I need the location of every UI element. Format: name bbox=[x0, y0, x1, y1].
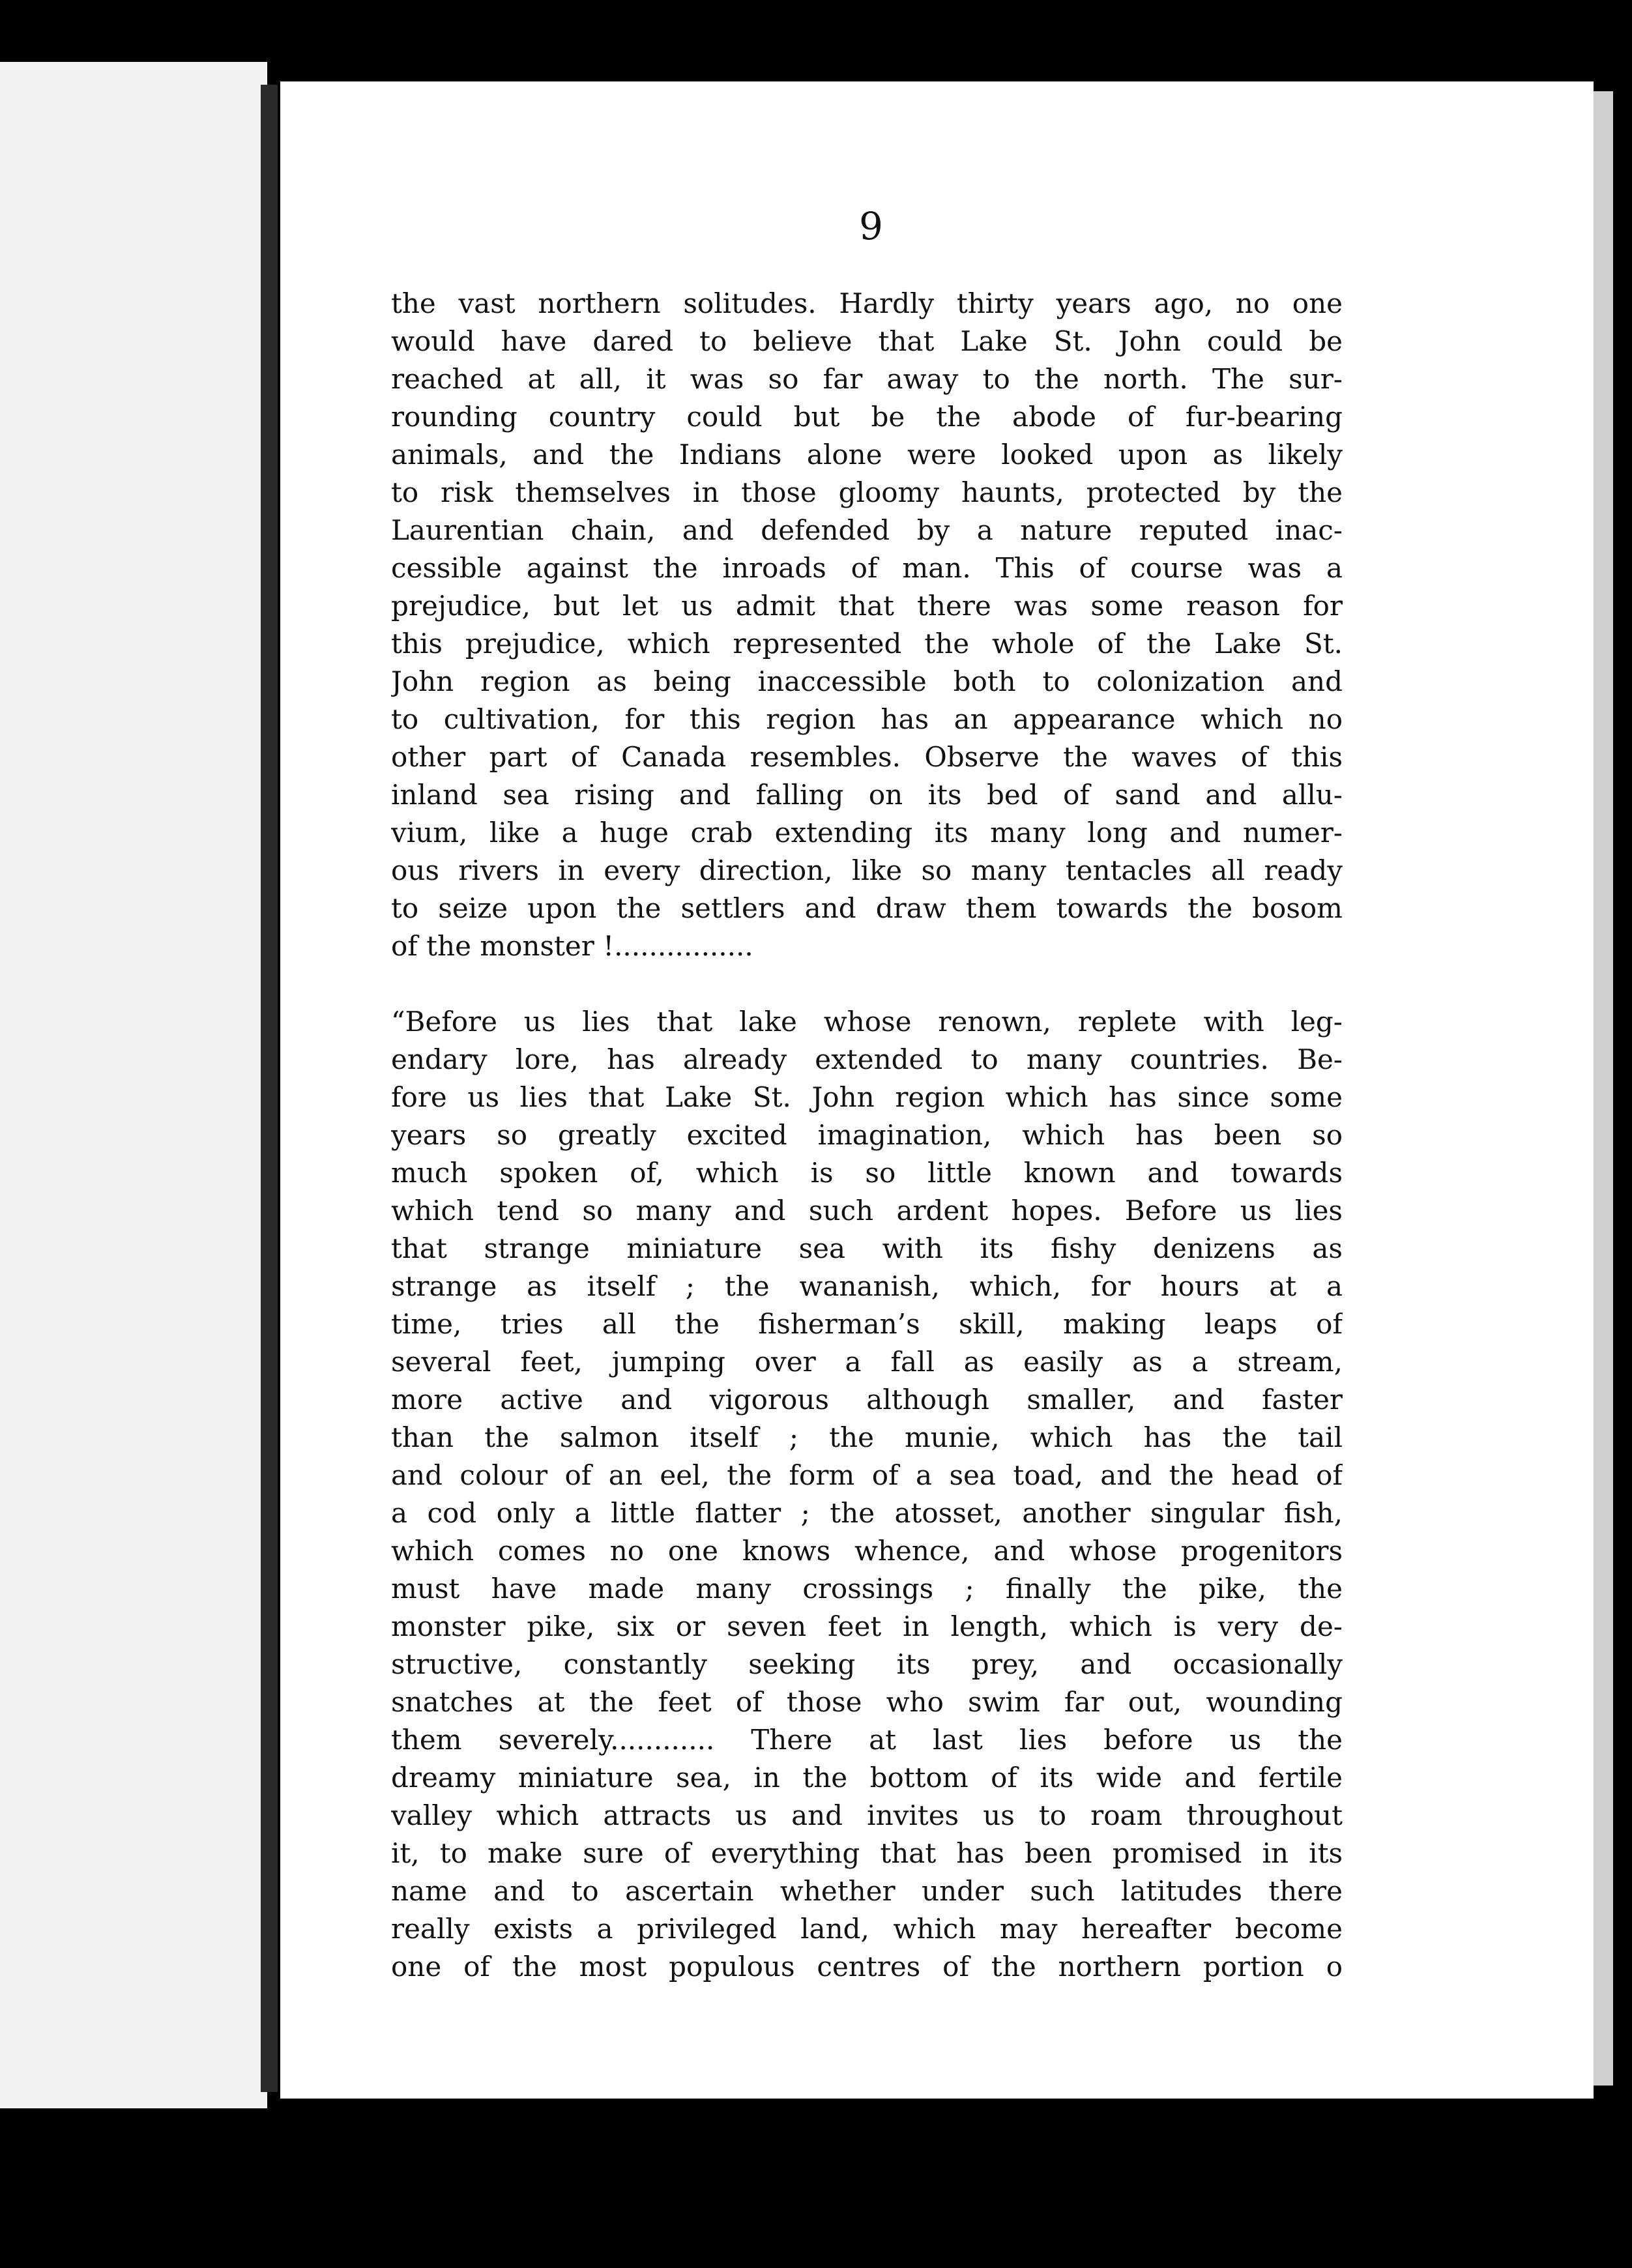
text-line: monster pike, six or seven feet in length, which is very de- bbox=[391, 1610, 1343, 1642]
paragraph-gap bbox=[391, 965, 1343, 1003]
text-line: them severely............ There at last lies before us the bbox=[391, 1724, 1343, 1756]
text-line: animals, and the Indians alone were looked upon as likely bbox=[391, 439, 1343, 471]
text-line: which comes no one knows whence, and whose progenitors bbox=[391, 1535, 1343, 1567]
text-line: and colour of an eel, the form of a sea toad, and the head of bbox=[391, 1459, 1343, 1491]
text-line: strange as itself ; the wananish, which, for hours at a bbox=[391, 1270, 1343, 1302]
body-text bbox=[391, 285, 1343, 1986]
text-line: time, tries all the fisherman’s skill, making leaps of bbox=[391, 1308, 1343, 1340]
text-line: must have made many crossings ; finally the pike, the bbox=[391, 1573, 1343, 1605]
paragraph-2 bbox=[391, 1003, 1343, 1986]
text-line: several feet, jumping over a fall as easily as a stream, bbox=[391, 1346, 1343, 1378]
text-line: to seize upon the settlers and draw them towards the bosom bbox=[391, 892, 1343, 924]
text-line: it, to make sure of everything that has been promised in its bbox=[391, 1837, 1343, 1869]
text-line: which tend so many and such ardent hopes. Before us lies bbox=[391, 1195, 1343, 1227]
text-line: rounding country could but be the abode of fur-bearing bbox=[391, 401, 1343, 433]
text-line: snatches at the feet of those who swim far out, wounding bbox=[391, 1686, 1343, 1718]
text-line: name and to ascertain whether under such latitudes there bbox=[391, 1875, 1343, 1907]
text-line: really exists a privileged land, which may hereafter become bbox=[391, 1913, 1343, 1945]
text-line: John region as being inaccessible both to colonization and bbox=[391, 665, 1343, 697]
text-line: cessible against the inroads of man. This of course was a bbox=[391, 552, 1343, 584]
page-number: 9 bbox=[859, 204, 883, 248]
paragraph-1 bbox=[391, 285, 1343, 965]
text-line: endary lore, has already extended to many countries. Be- bbox=[391, 1043, 1343, 1075]
text-line: structive, constantly seeking its prey, and occasionally bbox=[391, 1648, 1343, 1680]
text-line: the vast northern solitudes. Hardly thirty years ago, no one bbox=[391, 287, 1343, 319]
text-line: “Before us lies that lake whose renown, replete with leg- bbox=[391, 1006, 1343, 1038]
text-line: would have dared to believe that Lake St. John could be bbox=[391, 325, 1343, 357]
facing-page-edge bbox=[0, 62, 267, 2108]
text-line: to cultivation, for this region has an appearance which no bbox=[391, 703, 1343, 735]
text-line: fore us lies that Lake St. John region which has since some bbox=[391, 1081, 1343, 1113]
text-line: other part of Canada resembles. Observe the waves of this bbox=[391, 741, 1343, 773]
text-line: Laurentian chain, and defended by a nature reputed inac- bbox=[391, 514, 1343, 546]
text-line: more active and vigorous although smaller, and faster bbox=[391, 1384, 1343, 1416]
text-line: to risk themselves in those gloomy haunts, protected by the bbox=[391, 476, 1343, 508]
text-line: one of the most populous centres of the northern portion o bbox=[391, 1951, 1343, 1983]
text-line: years so greatly excited imagination, which has been so bbox=[391, 1119, 1343, 1151]
text-line: that strange miniature sea with its fishy denizens as bbox=[391, 1232, 1343, 1264]
text-line: this prejudice, which represented the whole of the Lake St. bbox=[391, 628, 1343, 660]
book-gutter bbox=[261, 85, 278, 2092]
text-line: inland sea rising and falling on its bed of sand and allu- bbox=[391, 779, 1343, 811]
page-edge-shadow bbox=[1594, 91, 1613, 2086]
text-line: vium, like a huge crab extending its many long and numer- bbox=[391, 817, 1343, 849]
text-line: reached at all, it was so far away to the north. The sur- bbox=[391, 363, 1343, 395]
text-line: valley which attracts us and invites us to roam throughout bbox=[391, 1799, 1343, 1831]
text-line: a cod only a little flatter ; the atosset, another singular fish, bbox=[391, 1497, 1343, 1529]
text-line: ous rivers in every direction, like so many tentacles all ready bbox=[391, 854, 1343, 886]
text-line: dreamy miniature sea, in the bottom of its wide and fertile bbox=[391, 1762, 1343, 1794]
text-line: much spoken of, which is so little known and towards bbox=[391, 1157, 1343, 1189]
text-line: than the salmon itself ; the munie, which has the tail bbox=[391, 1421, 1343, 1453]
text-line: prejudice, but let us admit that there was some reason for bbox=[391, 590, 1343, 622]
text-line: of the monster !................ bbox=[391, 930, 753, 962]
